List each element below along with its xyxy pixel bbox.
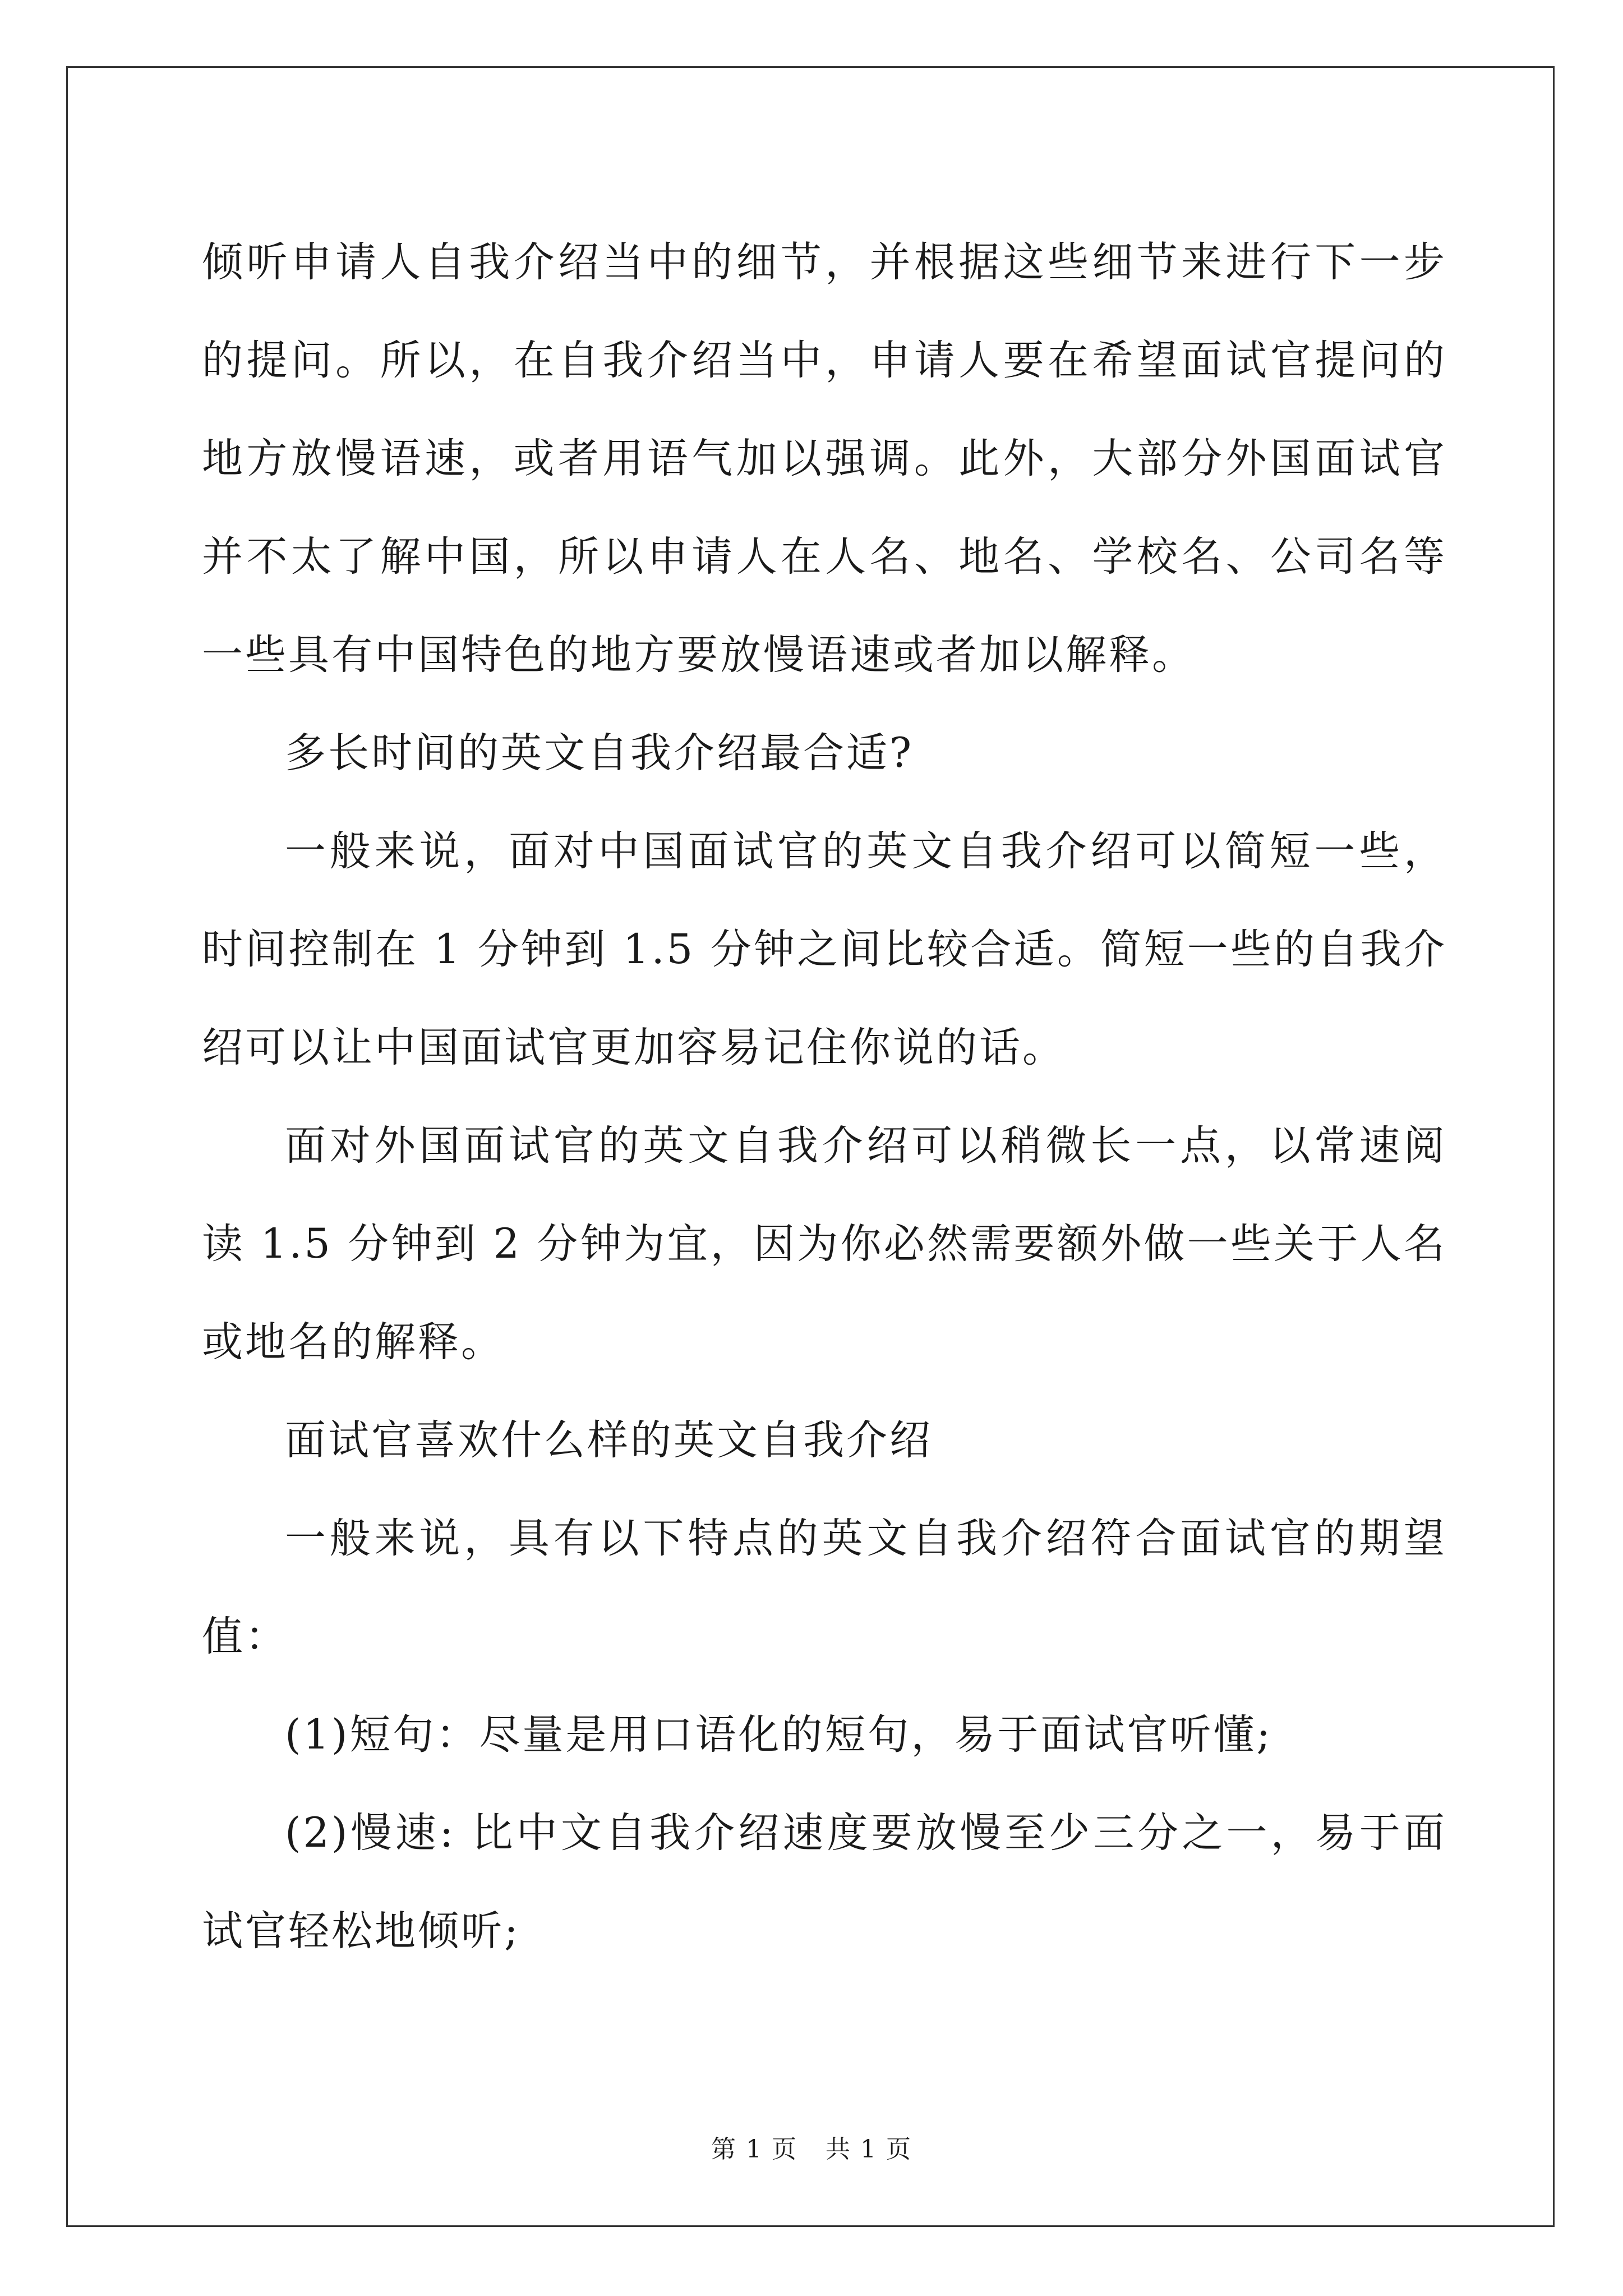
page-total: 共 1 页 bbox=[826, 2135, 912, 2164]
paragraph-1: 倾听申请人自我介绍当中的细节，并根据这些细节来进行下一步的提问。所以，在自我介绍当中，申请人要在希望面试官提问的地方放慢语速，或者用语气加以强调。此外，大部分外国面试官并不太了解中国，所以申请人在人名、地名、学校名、公司名等一些具有中国特色的地方要放慢语速或者加以解释。 bbox=[202, 238, 1447, 679]
list-item-2: (2)慢速: 比中文自我介绍速度要放慢至少三分之一，易于面试官轻松地倾听; bbox=[202, 1809, 1447, 1955]
list-item-1: (1)短句：尽量是用口语化的短句，易于面试官听懂; bbox=[285, 1711, 1272, 1759]
document-body bbox=[202, 213, 1447, 1980]
page-number: 第 1 页 bbox=[711, 2135, 797, 2164]
paragraph-3: 一般来说，面对中国面试官的英文自我介绍可以简短一些，时间控制在 1 分钟到 1.5 分钟之间比较合适。简短一些的自我介绍可以让中国面试官更加容易记住你说的话。 bbox=[202, 827, 1447, 1071]
paragraph-2-heading: 多长时间的英文自我介绍最合适? bbox=[285, 729, 914, 777]
paragraph-5-heading: 面试官喜欢什么样的英文自我介绍 bbox=[285, 1416, 933, 1464]
page-footer bbox=[0, 2129, 1623, 2165]
paragraph-6: 一般来说，具有以下特点的英文自我介绍符合面试官的期望值： bbox=[202, 1515, 1447, 1660]
paragraph-4: 面对外国面试官的英文自我介绍可以稍微长一点，以常速阅读 1.5 分钟到 2 分钟为宜，因为你必然需要额外做一些关于人名或地名的解释。 bbox=[202, 1122, 1447, 1366]
